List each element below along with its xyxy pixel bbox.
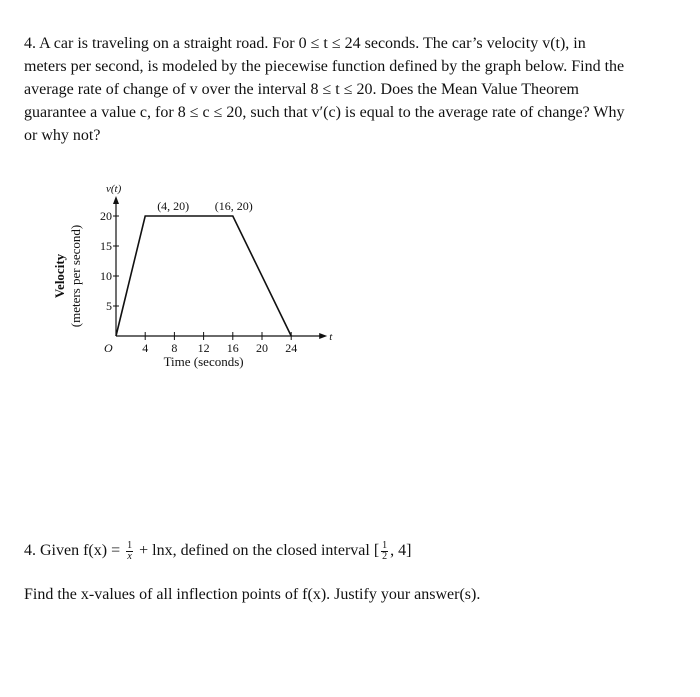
- question-1: [24, 32, 684, 147]
- x-tick-label-8: 8: [171, 341, 178, 355]
- fraction-one-half: [381, 541, 388, 562]
- point-annotation-1: (16, 20): [214, 199, 253, 213]
- y-axis-title: v(t): [106, 183, 122, 195]
- y-tick-label-5: 5: [106, 299, 112, 313]
- question-2: [24, 540, 412, 562]
- y-axis-label-line-2: (meters per second): [68, 224, 83, 328]
- y-tick-label-10: 10: [100, 269, 112, 283]
- x-tick-label-20: 20: [256, 341, 268, 355]
- x-axis-label: Time (seconds): [163, 354, 244, 369]
- x-axis-title: t: [329, 331, 333, 343]
- x-tick-label-4: 4: [142, 341, 149, 355]
- question-1-line-2: meters per second, is modeled by the piecewise function defined by the graph below. Find the: [24, 58, 625, 75]
- series-line-0: [116, 216, 291, 336]
- y-tick-label-20: 20: [100, 209, 112, 223]
- interval-numerator: 1: [382, 539, 388, 551]
- question-1-line-1: 4. A car is traveling on a straight road. For 0 ≤ t ≤ 24 seconds. The car’s velocity v(t), in: [24, 35, 586, 52]
- question-2-line-2: Find the x-values of all inflection points of f(x). Justify your answer(s).: [24, 586, 481, 603]
- fraction-numerator: 1: [127, 539, 133, 551]
- question-2-prefix: 4. Given f(x) =: [24, 542, 125, 559]
- x-tick-label-12: 12: [197, 341, 210, 355]
- question-1-line-3: average rate of change of v over the interval 8 ≤ t ≤ 20. Does the Mean Value Theorem: [24, 81, 579, 98]
- fraction-one-over-x: [126, 541, 133, 562]
- interval-denominator: 2: [382, 550, 388, 562]
- y-axis-arrow: [113, 196, 119, 204]
- velocity-chart: [40, 168, 360, 388]
- question-2-middle: + lnx, defined on the closed interval [: [135, 542, 380, 559]
- y-tick-label-15: 15: [100, 239, 112, 253]
- x-axis-arrow: [319, 333, 327, 339]
- x-tick-label-24: 24: [285, 341, 298, 355]
- y-axis-label-line-1: Velocity: [52, 253, 67, 299]
- fraction-denominator: x: [127, 550, 132, 562]
- x-tick-label-16: 16: [226, 341, 239, 355]
- question-2-suffix: , 4]: [390, 542, 412, 559]
- question-1-line-5: or why not?: [24, 127, 101, 144]
- origin-label: O: [104, 341, 113, 355]
- question-1-line-4: guarantee a value c, for 8 ≤ c ≤ 20, such that v′(c) is equal to the average rate of change? Why: [24, 104, 625, 121]
- point-annotation-0: (4, 20): [157, 199, 190, 213]
